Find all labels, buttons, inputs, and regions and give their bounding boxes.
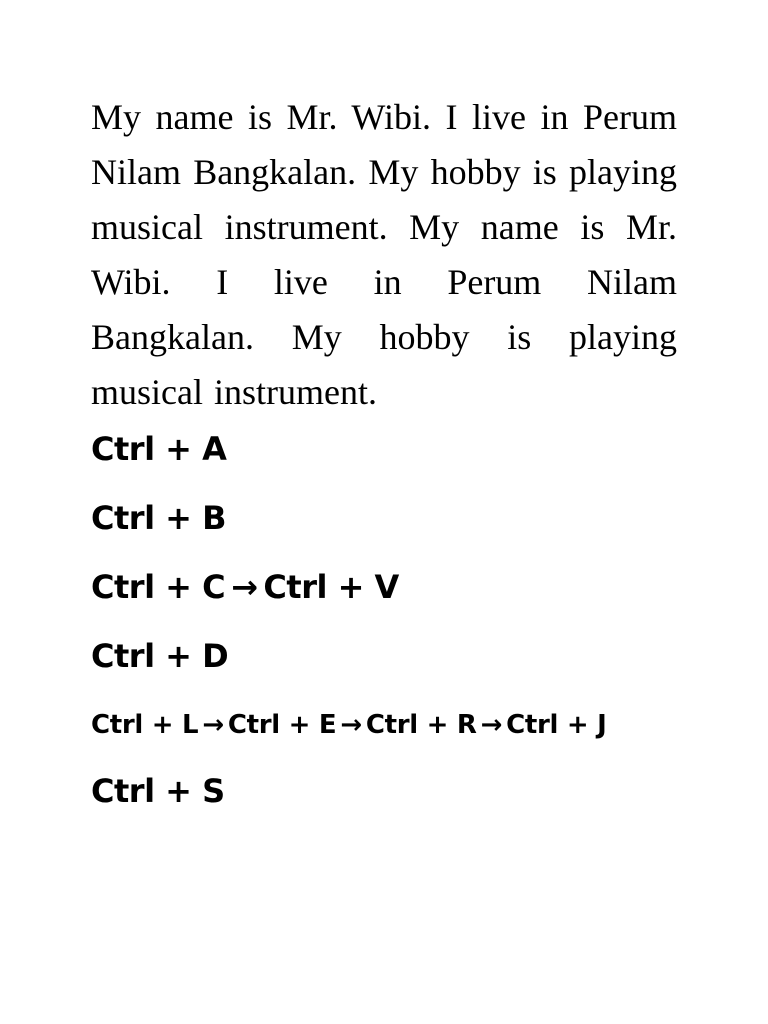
shortcut-bold: Ctrl + B <box>91 499 227 537</box>
shortcut-align-right: Ctrl + R <box>365 710 477 740</box>
shortcut-copy: Ctrl + C <box>91 568 226 606</box>
shortcut-align-center: Ctrl + E <box>227 710 337 740</box>
shortcut-copy-paste <box>91 567 677 607</box>
arrow-right-icon: → <box>340 710 362 740</box>
shortcut-align-left: Ctrl + L <box>91 710 199 740</box>
shortcut-justify: Ctrl + J <box>506 710 607 740</box>
shortcut-select-all: Ctrl + A <box>91 430 227 468</box>
shortcut-paste: Ctrl + V <box>263 568 399 606</box>
arrow-right-icon: → <box>480 710 503 740</box>
intro-paragraph: My name is Mr. Wibi. I live in Perum Nilam Bangkalan. My hobby is playing musical instrument. My name is Mr. Wibi. I live in Perum Nilam Bangkalan. My hobby is playing musical instrument. <box>91 97 677 412</box>
shortcut-font-dialog: Ctrl + D <box>91 637 229 675</box>
shortcut-alignment <box>91 705 677 745</box>
shortcut-save: Ctrl + S <box>91 772 225 810</box>
arrow-right-icon: → <box>231 568 258 606</box>
document-page <box>91 90 677 840</box>
arrow-right-icon: → <box>202 710 224 740</box>
